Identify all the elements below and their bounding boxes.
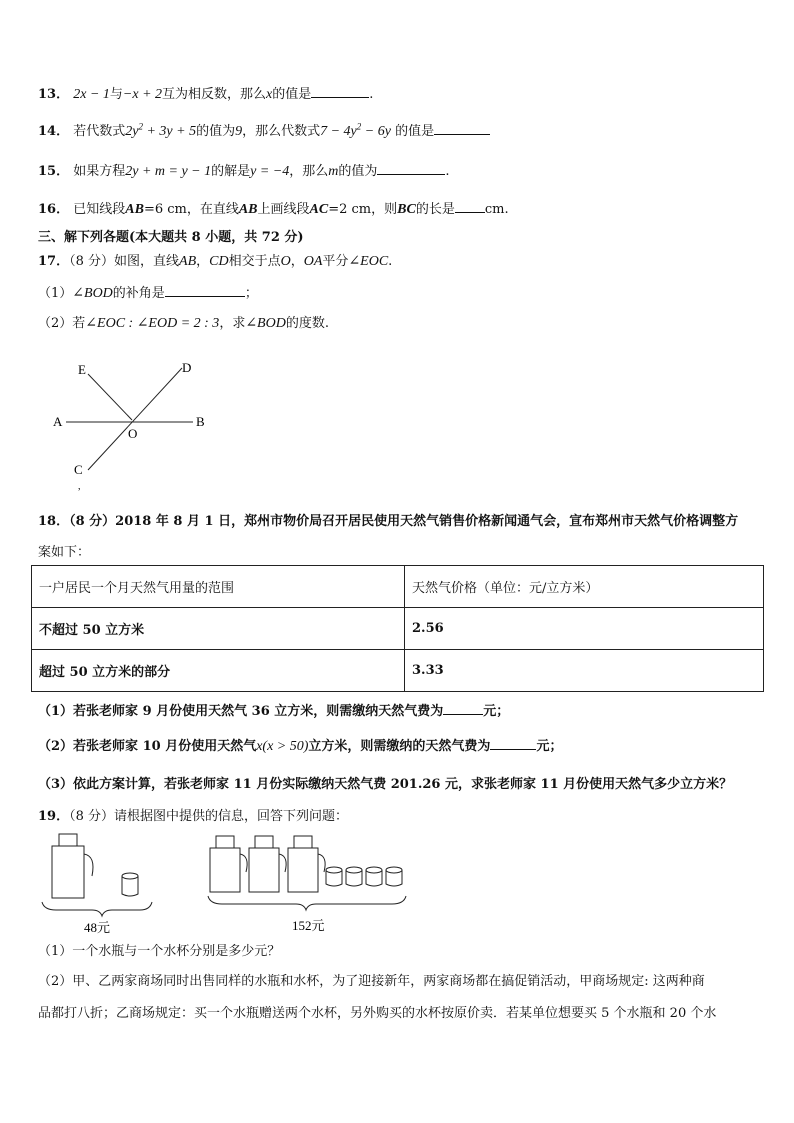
label-d: D (182, 360, 192, 375)
question-text: （1）若张老师家 9 月份使用天然气 36 立方米，则需缴纳天然气费为 (38, 704, 444, 719)
question-text: 元； (536, 739, 563, 754)
question-text: . (445, 164, 450, 179)
part-number: （1） (38, 286, 73, 301)
question-number: 18． (38, 514, 70, 529)
table-row (32, 608, 764, 650)
question-number: 15． (38, 164, 70, 179)
question-text: =2 cm，则 (328, 202, 398, 217)
table-row (32, 650, 764, 692)
line-label: CD (209, 254, 229, 269)
answer-blank[interactable] (377, 162, 445, 175)
question-text: 的值是 (272, 87, 312, 102)
question-text: . (388, 254, 393, 269)
question-text: ， (290, 254, 304, 269)
label-a: A (53, 414, 63, 429)
table-cell: 不超过 50 立方米 (32, 608, 405, 650)
segment-label: AB (125, 202, 144, 217)
question-number: 13． (38, 87, 70, 102)
question-text: ； (244, 286, 258, 301)
question-number: 17． (38, 254, 70, 269)
answer-blank[interactable] (311, 85, 369, 98)
math-condition: (x > 50) (262, 739, 309, 754)
question-text: 立方米，则需缴纳的天然气费为 (308, 739, 491, 754)
math-value: 9 (235, 124, 243, 139)
line-cd (88, 368, 182, 470)
question-18-line-2: 案如下： (38, 545, 91, 560)
segment-label: AC (309, 202, 329, 217)
question-text: ，那么代数式 (242, 124, 321, 139)
table-header-row (32, 566, 764, 608)
math-expression: y = −4 (250, 164, 290, 179)
question-14 (38, 120, 490, 140)
cup-icon (122, 873, 138, 896)
segment-label: AB (238, 202, 258, 217)
question-text: 相交于点 (228, 254, 281, 269)
math-expression: $7 - 4y^2 - 6y$ (320, 121, 391, 139)
angle-label: ∠BOD (72, 286, 113, 301)
thermos-icon (210, 836, 247, 892)
cup-icon (366, 867, 382, 886)
thermos-icon (52, 834, 93, 898)
cup-icon (346, 867, 362, 886)
question-number: 14． (38, 124, 70, 139)
brace-1 (42, 902, 152, 916)
thermos-icon (288, 836, 325, 892)
question-number: 16． (38, 202, 70, 217)
question-18-part-2 (38, 735, 562, 755)
question-text: 的值为 (338, 164, 378, 179)
question-text: 上画线段 (257, 202, 310, 217)
answer-blank[interactable] (443, 702, 483, 715)
question-text: 元； (483, 704, 510, 719)
math-variable: x (256, 739, 263, 754)
intersecting-lines-figure (48, 356, 228, 496)
part-number: （2） (38, 316, 73, 331)
section-heading: 三、解下列各题(本大题共 8 小题，共 72 分) (38, 230, 304, 245)
label-o: O (128, 426, 138, 441)
table-header-cell: 天然气价格（单位：元/立方米） (405, 566, 764, 608)
question-text: 平分 (322, 254, 349, 269)
question-text: 互为相反数，那么 (162, 87, 267, 102)
question-text: 的补角是 (112, 286, 165, 301)
question-text: （8 分）请根据图中提供的信息，回答下列问题： (69, 809, 348, 824)
question-text: （2）若张老师家 10 月份使用天然气 (38, 739, 257, 754)
question-18 (38, 510, 738, 529)
question-text: ，求 (219, 316, 246, 331)
question-text: 如果方程 (73, 164, 126, 179)
brace-2 (208, 896, 406, 910)
question-16 (38, 198, 509, 218)
question-text: ，那么 (289, 164, 329, 179)
table-cell: 超过 50 立方米的部分 (32, 650, 405, 692)
cup-icon (326, 867, 342, 886)
answer-blank[interactable] (434, 122, 490, 135)
answer-blank[interactable] (165, 284, 245, 297)
question-text: 与 (109, 87, 123, 102)
question-text: 若 (72, 316, 86, 331)
table-cell: 3.33 (405, 650, 764, 692)
question-text: （8 分）2018 年 8 月 1 日，郑州市物价局召开居民使用天然气销售价格新闻通气会，宣布郑州市天然气价格调整方 (69, 514, 739, 529)
angle-ratio: ∠EOC : ∠EOD = 2 : 3 (85, 316, 220, 331)
question-text: 如图，直线 (114, 254, 180, 269)
thermos-cups-figure (36, 826, 416, 936)
math-expression: −x + 2 (122, 87, 163, 102)
segment-label: BC (397, 202, 416, 217)
label-b: B (196, 414, 205, 429)
ray-label: OA (303, 254, 323, 269)
answer-blank[interactable] (455, 200, 485, 213)
math-variable: m (328, 164, 339, 179)
question-text: 的值为 (196, 124, 236, 139)
question-text: ， (196, 254, 210, 269)
question-17-part-2 (38, 312, 329, 332)
question-number: 19． (38, 809, 70, 824)
question-18-part-3: （3）依此方案计算，若张老师家 11 月份实际缴纳天然气费 201.26 元，求张老师家 11 月份使用天然气多少立方米？ (38, 777, 733, 792)
line-label: AB (179, 254, 197, 269)
point-label: O (280, 254, 291, 269)
table-cell: 2.56 (405, 608, 764, 650)
math-expression: 2x − 1 (73, 87, 110, 102)
price-label-2: 152元 (292, 918, 325, 933)
math-expression: $2y^2 + 3y + 5$ (125, 121, 197, 139)
question-19-part-2-line-2: 品都打八折；乙商场规定：买一个水瓶赠送两个水杯，另外购买的水杯按原价卖．若某单位想要买 5 个水瓶和 20 个水 (38, 1006, 717, 1021)
table-header-cell: 一户居民一个月天然气用量的范围 (32, 566, 405, 608)
question-19-part-1: （1）一个水瓶与一个水杯分别是多少元？ (38, 944, 281, 959)
question-text: 的解是 (211, 164, 251, 179)
angle-label: ∠BOD (245, 316, 286, 331)
thermos-icon (249, 836, 286, 892)
question-text: 的值是 (395, 124, 435, 139)
question-text: 已知线段 (73, 202, 126, 217)
math-variable: x (266, 87, 273, 102)
question-text: . (369, 87, 374, 102)
cup-icon (386, 867, 402, 886)
question-17 (38, 250, 392, 270)
question-score: （8 分） (69, 254, 114, 269)
label-c: C (74, 462, 83, 477)
gas-price-table (31, 565, 764, 692)
question-18-part-1 (38, 700, 509, 719)
question-19-part-2: （2）甲、乙两家商场同时出售同样的水瓶和水杯，为了迎接新年，两家商场都在搞促销活动，甲商场规定: 这两种商 (38, 974, 705, 989)
price-label-1: 48元 (84, 920, 111, 935)
question-15 (38, 160, 450, 180)
question-text: 若代数式 (73, 124, 126, 139)
question-text: 的长是 (415, 202, 455, 217)
question-text: =6 cm，在直线 (143, 202, 239, 217)
question-13 (38, 83, 373, 103)
math-expression: 2y + m = y − 1 (125, 164, 212, 179)
question-19 (38, 805, 348, 824)
stray-mark: , (78, 481, 81, 492)
label-e: E (78, 362, 86, 377)
question-text: cm. (484, 202, 509, 217)
question-text: 的度数. (285, 316, 329, 331)
angle-label: ∠EOC (348, 254, 389, 269)
ray-oe (88, 374, 132, 420)
answer-blank[interactable] (490, 737, 536, 750)
question-17-part-1 (38, 282, 258, 302)
